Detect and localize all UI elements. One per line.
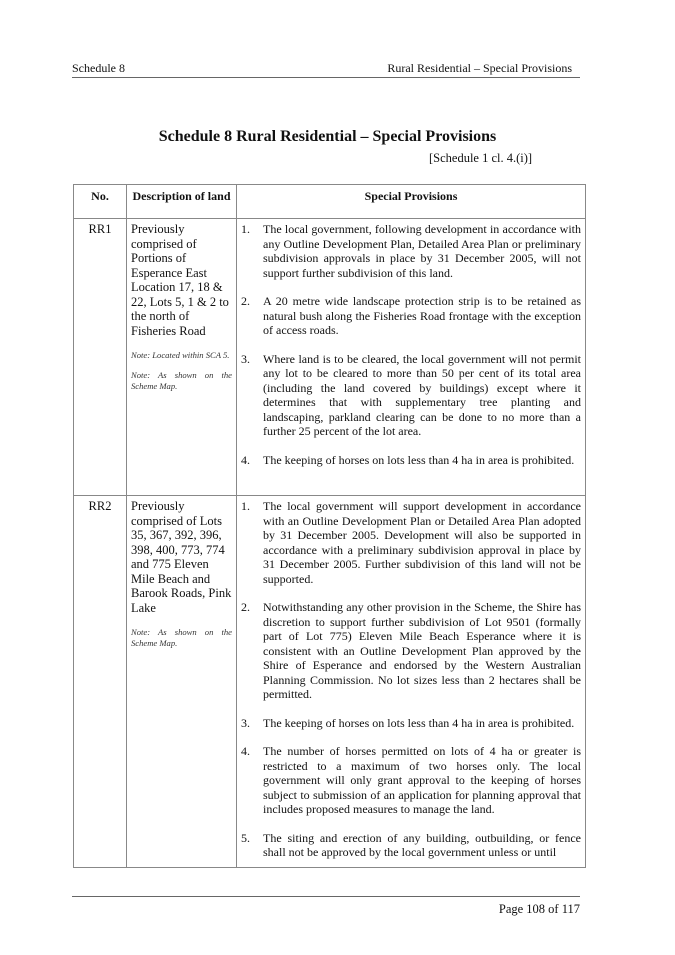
table-row <box>74 219 586 496</box>
column-header-no: No. <box>74 185 127 219</box>
provision-text: The number of horses permitted on lots of 4 ha or greater is restricted to a maximum of two horses only. The local government will only grant approval to the keeping of horses subject to submission of an application for planning approval that includes proposed measures to manage the land. <box>263 744 581 816</box>
provision-number: 2. <box>241 600 250 614</box>
document-title: Schedule 8 Rural Residential – Special Provisions <box>158 128 497 145</box>
provision-item <box>241 453 581 468</box>
provision-number: 2. <box>241 294 250 308</box>
page-header <box>72 61 580 78</box>
land-description: Previously comprised of Lots 35, 367, 392, 396, 398, 400, 773, 774 and 775 Eleven Mile Beach and Barook Roads, Pink Lake <box>131 499 232 615</box>
provision-number: 4. <box>241 744 250 758</box>
page-number: Page 108 of 117 <box>498 902 580 916</box>
provision-item <box>241 600 581 702</box>
provision-text: The siting and erection of any building, outbuilding, or fence shall not be approved by the local government unless or until <box>263 830 581 859</box>
table-header-row <box>74 185 586 219</box>
provision-number: 3. <box>241 715 250 730</box>
provision-item <box>241 831 581 860</box>
provision-text: The local government, following development in accordance with any Outline Development Plan, Detailed Area Plan or preliminary subdivision approvals in place by 31 December 2005, will not support further subdivision of this land. <box>263 222 581 280</box>
provision-number: 5. <box>241 830 250 845</box>
footer-rule <box>72 896 580 898</box>
provision-item <box>241 294 581 338</box>
table-row <box>74 496 586 868</box>
provision-number: 4. <box>241 452 250 467</box>
provision-number: 1. <box>241 222 250 236</box>
column-header-description: Description of land <box>127 185 237 219</box>
provision-number: 1. <box>241 499 250 513</box>
provision-text: The keeping of horses on lots less than 4 ha in area is prohibited. <box>263 452 575 467</box>
provision-item <box>241 716 581 731</box>
provision-text: The keeping of horses on lots less than 4 ha in area is prohibited. <box>263 715 575 730</box>
land-description: Previously comprised of Portions of Esperance East Location 17, 18 & 22, Lots 5, 1 & 2 to the north of Fisheries Road <box>131 222 229 338</box>
provision-item <box>241 222 581 280</box>
header-section-title: Rural Residential – Special Provisions <box>387 61 572 75</box>
description-note: Note: Located within SCA 5. <box>131 350 230 360</box>
description-note: Note: As shown on the Scheme Map. <box>131 627 232 648</box>
provision-item <box>241 744 581 817</box>
provisions-cell <box>237 219 586 496</box>
column-header-provisions: Special Provisions <box>237 185 586 219</box>
row-number: RR2 <box>74 496 127 868</box>
provision-text: Where land is to be cleared, the local government will not permit any lot to be cleared to more than 50 per cent of its total area (including the land covered by buildings) except where it determines that with supplementary tree planting and landscaping, parkland clearing can be done to no more than a further 25 percent of the lot area. <box>263 351 581 438</box>
schedule-reference: [Schedule 1 cl. 4.(i)] <box>429 151 533 165</box>
provision-item <box>241 352 581 439</box>
provision-number: 3. <box>241 351 250 366</box>
provision-text: A 20 metre wide landscape protection strip is to be retained as natural bush along the Fisheries Road frontage with the exception of access roads. <box>263 294 581 337</box>
land-description-cell <box>127 496 237 868</box>
special-provisions-table <box>73 184 586 868</box>
header-schedule-label: Schedule 8 <box>72 61 125 75</box>
provisions-cell <box>237 496 586 868</box>
row-number: RR1 <box>74 219 127 496</box>
description-note: Note: As shown on the Scheme Map. <box>131 370 232 391</box>
land-description-cell <box>127 219 237 496</box>
provision-item <box>241 499 581 586</box>
provision-text: The local government will support development in accordance with an Outline Development Plan or Detailed Area Plan adopted by 31 December 2005. Development will also be supported in accordance with a preliminary subdivision approval in place by 31 December 2005. Further subdivision of this land will not be supported. <box>263 499 581 586</box>
provision-text: Notwithstanding any other provision in the Scheme, the Shire has discretion to support further subdivision of Lot 9501 (formally part of Lot 775) Eleven Mile Beach Esperance where it is consistent with an Outline Development Plan approved by the Shire of Esperance and endorsed by the Western Australian Planning Commission. No lot sizes less than 2 hectares shall be permitted. <box>263 600 581 701</box>
